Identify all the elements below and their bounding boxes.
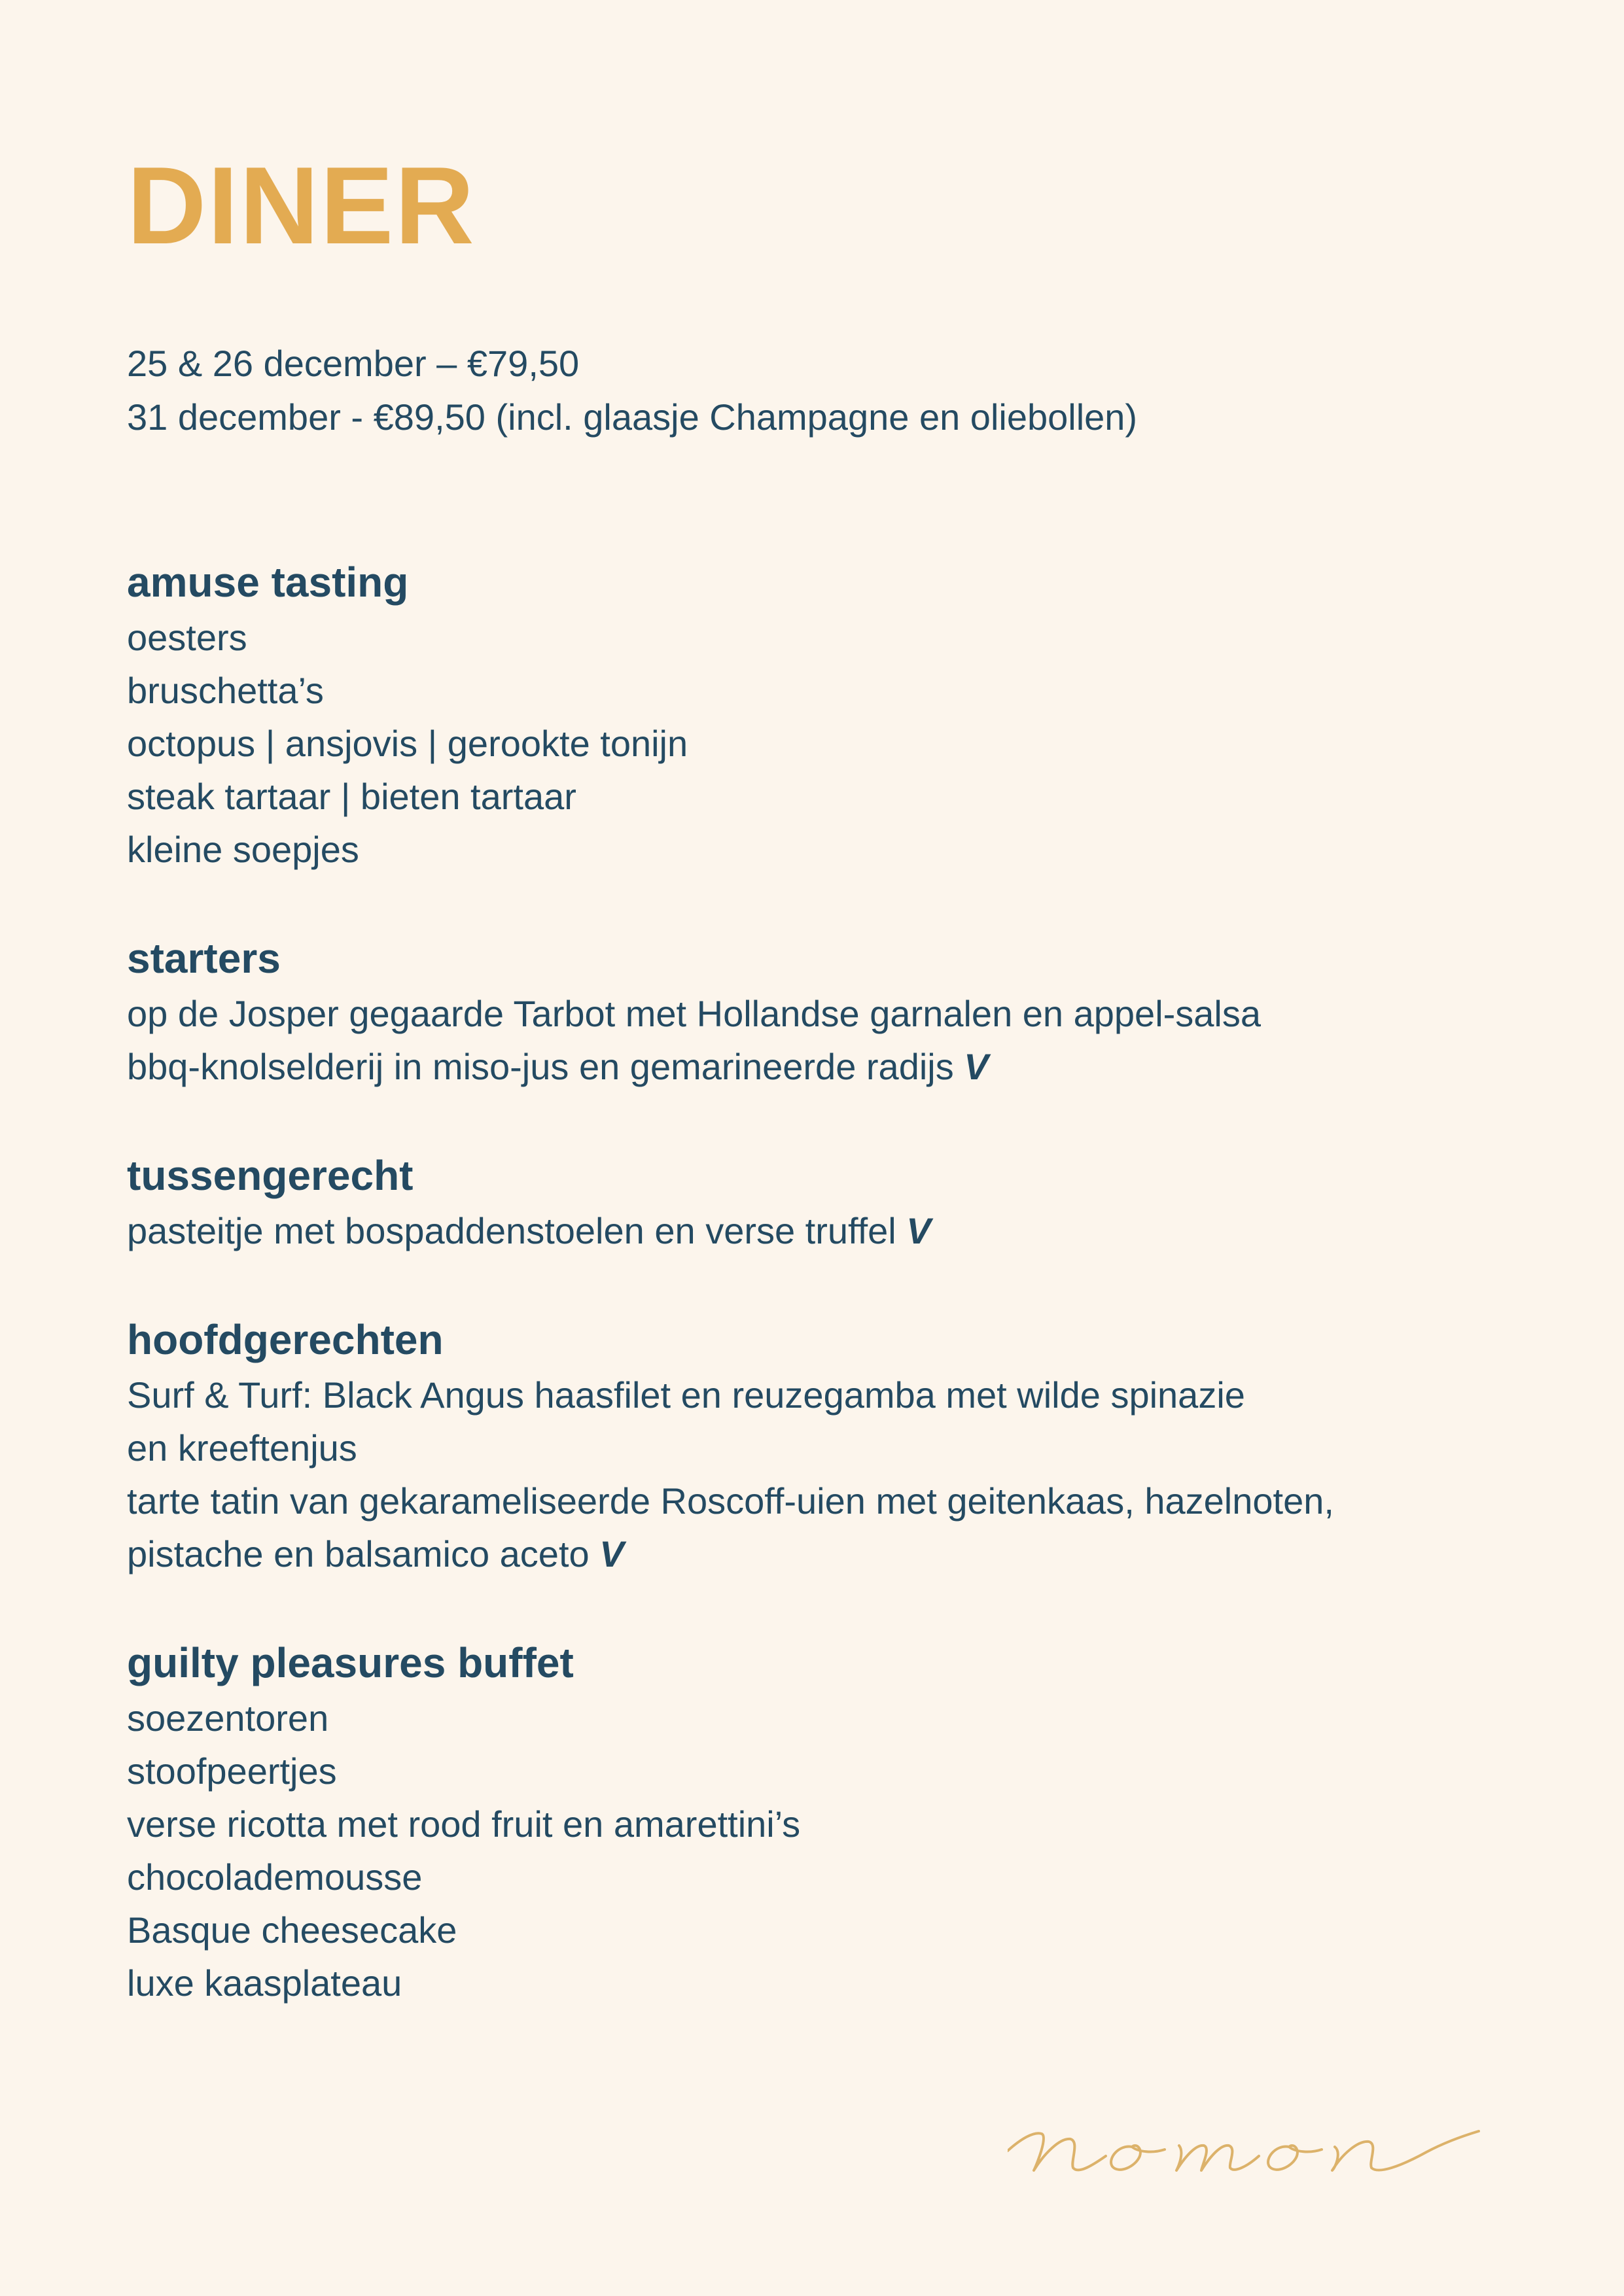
section-starters	[127, 930, 1534, 1093]
nomon-logo-script	[1008, 2093, 1505, 2211]
menu-item: kleine soepjes	[127, 829, 359, 870]
menu-item: steak tartaar | bieten tartaar	[127, 776, 576, 817]
section-amuse-tasting	[127, 553, 1534, 876]
menu-item-text: bbq-knolselderij in miso-jus en gemarineerde radijs	[127, 1046, 954, 1087]
menu-item: verse ricotta met rood fruit en amarettini’s	[127, 1803, 801, 1845]
price-line-new-years-eve: 31 december - €89,50 (incl. glaasje Champagne en oliebollen)	[127, 396, 1138, 438]
menu-item-text: pasteitje met bospaddenstoelen en verse truffel	[127, 1210, 896, 1251]
menu-item	[127, 1204, 1534, 1257]
section-tussengerecht	[127, 1147, 1534, 1257]
menu-item: Surf & Turf: Black Angus haasfilet en reuzegamba met wilde spinazie	[127, 1374, 1245, 1416]
vegetarian-mark: V	[599, 1533, 624, 1574]
section-title: tussengerecht	[127, 1152, 414, 1199]
menu-item: tarte tatin van gekarameliseerde Roscoff-uien met geitenkaas, hazelnoten,	[127, 1480, 1334, 1522]
menu-item: en kreeftenjus	[127, 1427, 357, 1469]
menu-item: octopus | ansjovis | gerookte tonijn	[127, 723, 688, 764]
menu-title: DINER	[127, 144, 476, 267]
menu-item	[127, 1527, 1534, 1580]
menu-item	[127, 1040, 1534, 1093]
menu-item-text: pistache en balsamico aceto	[127, 1533, 590, 1574]
menu-item: stoofpeertjes	[127, 1750, 337, 1792]
section-guilty-pleasures-buffet	[127, 1634, 1534, 2009]
price-line-christmas: 25 & 26 december – €79,50	[127, 343, 580, 384]
menu-item: Basque cheesecake	[127, 1909, 457, 1951]
section-title: guilty pleasures buffet	[127, 1639, 574, 1686]
section-hoofdgerechten	[127, 1311, 1534, 1580]
menu-item: soezentoren	[127, 1697, 329, 1739]
section-title: hoofdgerechten	[127, 1316, 444, 1363]
menu-item: op de Josper gegaarde Tarbot met Hollandse garnalen en appel-salsa	[127, 993, 1262, 1034]
vegetarian-mark: V	[964, 1046, 989, 1087]
section-title: amuse tasting	[127, 559, 409, 606]
menu-item: chocolademousse	[127, 1856, 423, 1898]
nomon-logo	[1008, 2093, 1505, 2211]
menu-sections	[127, 553, 1534, 2009]
section-title: starters	[127, 935, 281, 982]
vegetarian-mark: V	[906, 1210, 931, 1251]
menu-item: oesters	[127, 617, 247, 658]
price-info	[127, 337, 1137, 444]
menu-item: bruschetta’s	[127, 670, 324, 711]
menu-item: luxe kaasplateau	[127, 1962, 402, 2004]
